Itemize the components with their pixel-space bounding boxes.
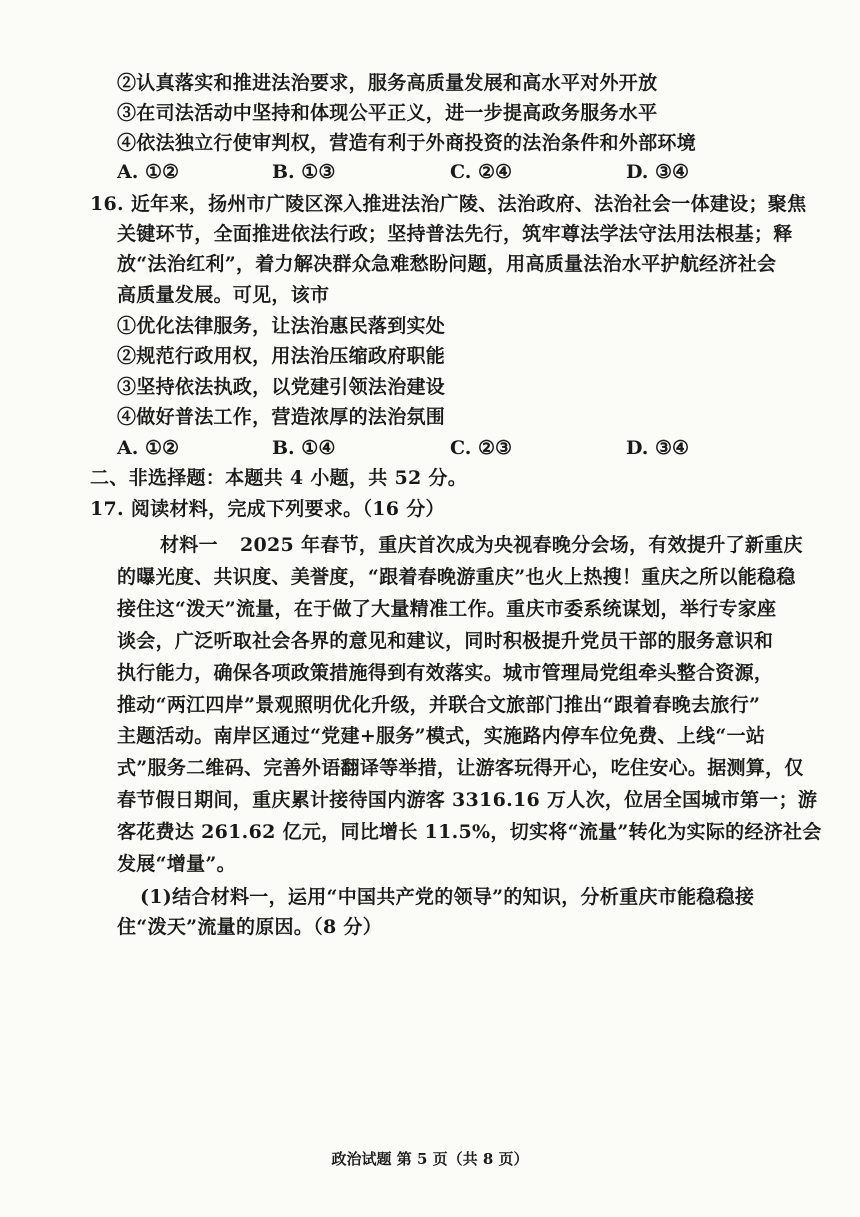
q17-material-line-1: 2025 年春节，重庆首次成为央视春晚分会场，有效提升了新重庆 — [240, 534, 803, 556]
q15-option-c: C. ②④ — [450, 161, 513, 183]
q16-option-a: A. ①② — [117, 437, 180, 459]
q16-item-3: ③坚持依法执政，以党建引领法治建设 — [117, 376, 446, 398]
q16-stem-line-2: 关键环节，全面推进依法行政；坚持普法先行，筑牢尊法学法守法用法根基；释 — [117, 223, 793, 245]
q17-material-line-10: 客花费达 261.62 亿元，同比增长 11.5%，切实将“流量”转化为实际的经济社会 — [117, 821, 822, 843]
q16-option-d: D. ③④ — [626, 437, 690, 459]
q15-item-3: ③在司法活动中坚持和体现公平正义，进一步提高政务服务水平 — [117, 102, 658, 124]
q17-material-line-3: 接住这“泼天”流量，在于做了大量精准工作。重庆市委系统谋划，举行专家座 — [117, 598, 777, 620]
q15-item-2: ②认真落实和推进法治要求，服务高质量发展和高水平对外开放 — [117, 72, 658, 94]
q15-option-a: A. ①② — [117, 161, 180, 183]
q17-stem: 17. 阅读材料，完成下列要求。（16 分） — [90, 498, 445, 520]
q16-item-4: ④做好普法工作，营造浓厚的法治氛围 — [117, 406, 446, 428]
q17-sub1-line-1: (1)结合材料一，运用“中国共产党的领导”的知识，分析重庆市能稳稳接 — [140, 886, 755, 908]
q16-option-b: B. ①④ — [272, 437, 336, 459]
q15-item-4: ④依法独立行使审判权，营造有利于外商投资的法治条件和外部环境 — [117, 132, 697, 154]
q17-material-line-5: 执行能力，确保各项政策措施得到有效落实。城市管理局党组牵头整合资源， — [117, 662, 774, 684]
q17-material-line-2: 的曝光度、共识度、美誉度，“跟着春晚游重庆”也火上热搜！重庆之所以能稳稳 — [117, 566, 796, 588]
q16-stem-line-1: 16. 近年来，扬州市广陵区深入推进法治广陵、法治政府、法治社会一体建设；聚焦 — [90, 193, 807, 215]
q17-material-line-4: 谈会，广泛听取社会各界的意见和建议，同时积极提升党员干部的服务意识和 — [117, 630, 774, 652]
q16-item-2: ②规范行政用权，用法治压缩政府职能 — [117, 345, 446, 367]
q17-sub1-line-2: 住“泼天”流量的原因。（8 分） — [117, 916, 382, 938]
page-footer: 政治试题 第 5 页（共 8 页） — [331, 1150, 529, 1168]
q16-stem-line-4: 高质量发展。可见，该市 — [117, 284, 330, 306]
q17-material-line-7: 主题活动。南岸区通过“党建+服务”模式，实施路内停车位免费、上线“一站 — [117, 725, 766, 747]
q15-option-d: D. ③④ — [626, 161, 690, 183]
section-heading: 二、非选择题：本题共 4 小题，共 52 分。 — [90, 467, 468, 489]
q15-options — [0, 160, 860, 184]
q17-material-line-6: 推动“两江四岸”景观照明优化升级，并联合文旅部门推出“跟着春晚去旅行” — [117, 694, 761, 716]
q17-material-line-11: 发展“增量”。 — [117, 853, 236, 875]
q17-material-label: 材料一 — [160, 534, 218, 556]
q15-option-b: B. ①③ — [272, 161, 336, 183]
q16-item-1: ①优化法律服务，让法治惠民落到实处 — [117, 315, 446, 337]
q17-material-line-9: 春节假日期间，重庆累计接待国内游客 3316.16 万人次，位居全国城市第一；游 — [117, 789, 818, 811]
q16-stem-line-3: 放“法治红利”，着力解决群众急难愁盼问题，用高质量法治水平护航经济社会 — [117, 253, 777, 275]
q16-options — [0, 436, 860, 460]
q16-option-c: C. ②③ — [450, 437, 513, 459]
q17-material-line-8: 式”服务二维码、完善外语翻译等举措，让游客玩得开心，吃住安心。据测算，仅 — [117, 757, 804, 779]
